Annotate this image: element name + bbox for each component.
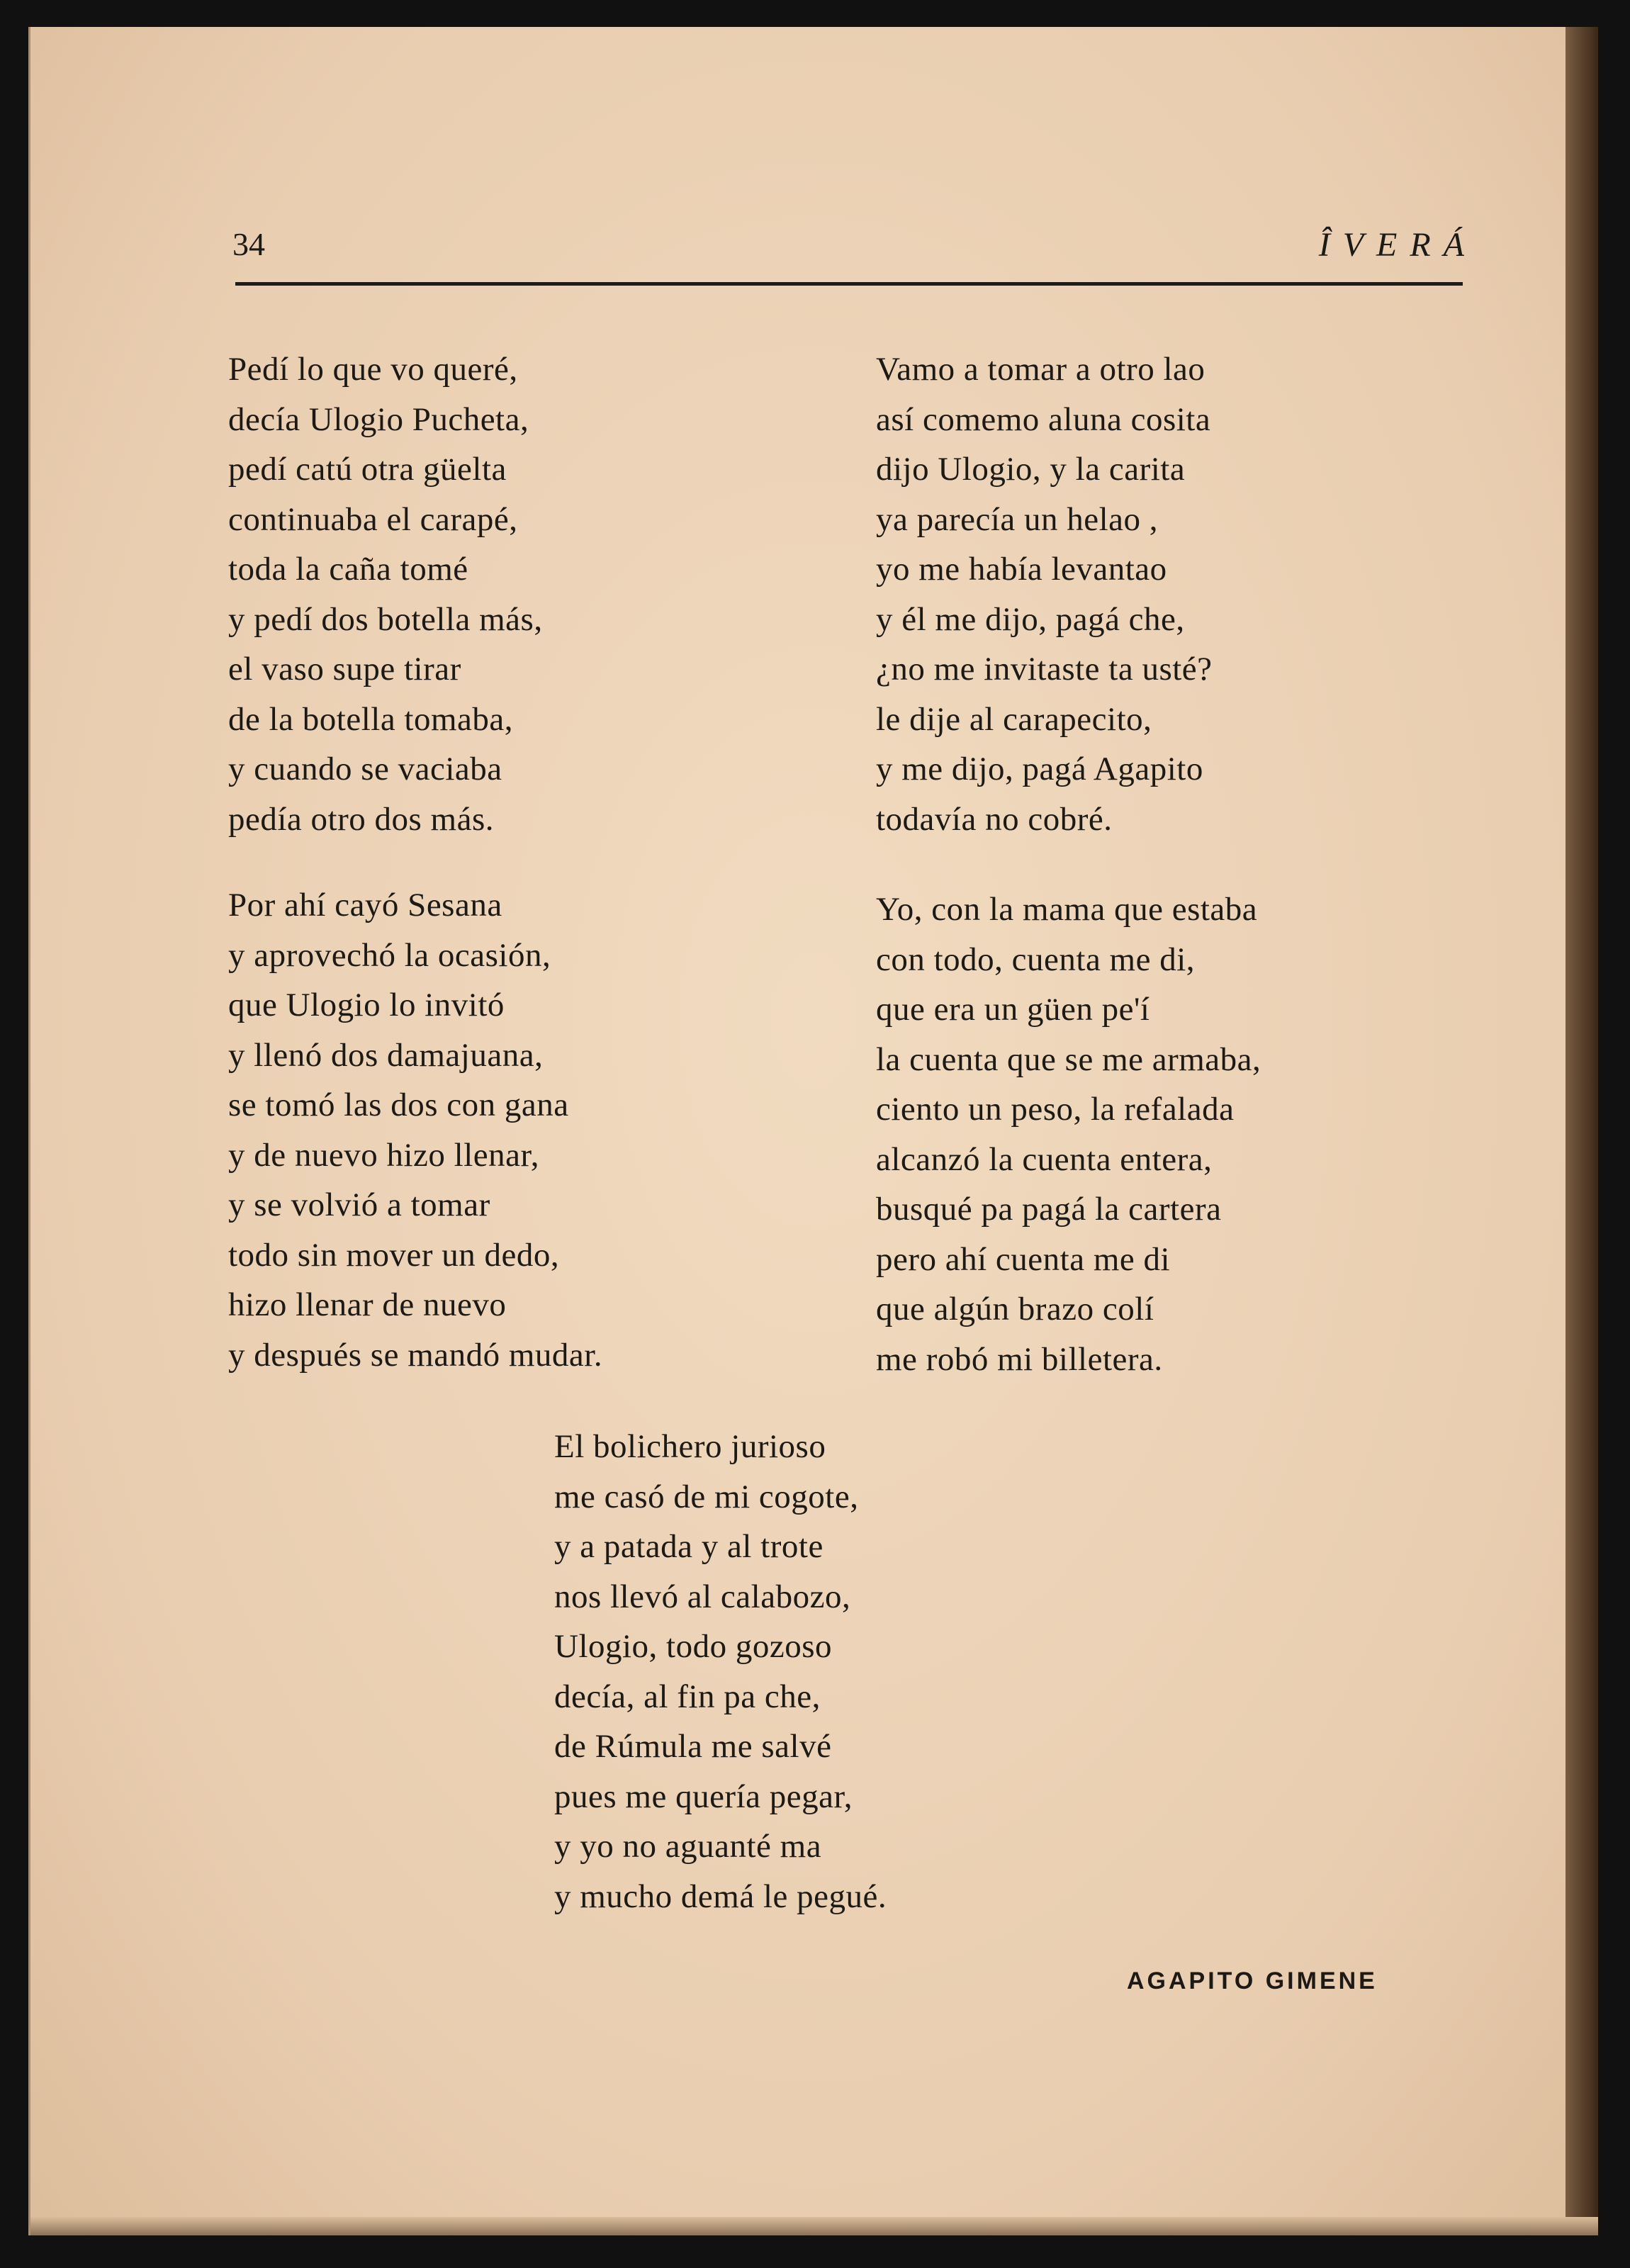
verse-line: pedía otro dos más. <box>228 800 494 838</box>
verse-line: de Rúmula me salvé <box>554 1728 832 1765</box>
verse-line: y me dijo, pagá Agapito <box>876 751 1203 787</box>
verse-line: el vaso supe tirar <box>228 651 461 687</box>
verse-line: así comemo aluna cosita <box>876 400 1211 438</box>
page-number: 34 <box>232 226 265 262</box>
verse-line: ya parecía un helao , <box>876 500 1159 538</box>
verse-line: El bolichero jurioso <box>554 1428 826 1465</box>
verse-line: dijo Ulogio, y la carita <box>876 451 1186 488</box>
verse-line: y cuando se vaciaba <box>228 751 502 787</box>
verse-line: de la botella tomaba, <box>228 700 514 738</box>
verse-line: y después se mandó mudar. <box>228 1336 603 1374</box>
header-rule <box>235 282 1463 286</box>
verse-line: la cuenta que se me armaba, <box>876 1040 1261 1078</box>
book-spine-shadow <box>1566 27 1598 2235</box>
stanza-3 <box>228 880 602 1380</box>
verse-line: y aprovechó la ocasión, <box>228 936 551 974</box>
page-header <box>204 225 1477 282</box>
verse-line: y él me dijo, pagá che, <box>876 600 1185 638</box>
verse-line: que algún brazo colí <box>876 1291 1154 1327</box>
verse-line: todavía no cobré. <box>876 800 1113 838</box>
verse-line: busqué pa pagá la cartera <box>876 1191 1222 1228</box>
verse-line: yo me había levantao <box>876 551 1167 588</box>
verse-line: nos llevó al calabozo, <box>554 1578 851 1615</box>
verse-line: Ulogio, todo gozoso <box>554 1628 833 1665</box>
author-signature: AGAPITO GIMENE <box>1127 1967 1378 1994</box>
stanza-1 <box>228 344 543 844</box>
verse-line: y se volvió a tomar <box>228 1186 490 1223</box>
verse-line: pedí catú otra güelta <box>228 451 507 488</box>
verse-line: me robó mi billetera. <box>876 1340 1163 1378</box>
verse-line: me casó de mi cogote, <box>554 1478 859 1515</box>
verse-line: y pedí dos botella más, <box>228 600 543 638</box>
verse-line: alcanzó la cuenta entera, <box>876 1140 1213 1178</box>
stanza-5 <box>554 1422 887 1921</box>
verse-line: y mucho demá le pegué. <box>554 1877 887 1915</box>
verse-line: pero ahí cuenta me di <box>876 1240 1171 1278</box>
verse-line: y a patada y al trote <box>554 1528 824 1565</box>
verse-line: Por ahí cayó Sesana <box>228 887 502 924</box>
stanza-2 <box>876 344 1213 844</box>
verse-line: se tomó las dos con gana <box>228 1087 569 1123</box>
verse-line: decía Ulogio Pucheta, <box>228 400 529 438</box>
verse-line: Pedí lo que vo queré, <box>228 351 518 388</box>
verse-line: y de nuevo hizo llenar, <box>228 1136 539 1174</box>
page-bottom-edge <box>30 2217 1598 2235</box>
stanza-4 <box>876 885 1261 1384</box>
verse-line: con todo, cuenta me di, <box>876 941 1196 978</box>
verse-line: ciento un peso, la refalada <box>876 1091 1235 1128</box>
verse-line: le dije al carapecito, <box>876 700 1152 738</box>
verse-line: que Ulogio lo invitó <box>228 987 505 1023</box>
running-title: ÎVERÁ <box>1318 226 1477 264</box>
verse-line: toda la caña tomé <box>228 551 468 588</box>
verse-line: hizo llenar de nuevo <box>228 1286 507 1323</box>
verse-line: ¿no me invitaste ta usté? <box>876 651 1213 687</box>
verse-line: pues me quería pegar, <box>554 1778 853 1815</box>
verse-line: todo sin mover un dedo, <box>228 1236 560 1274</box>
verse-line: decía, al fin pa che, <box>554 1678 821 1715</box>
verse-line: que era un güen pe'í <box>876 991 1150 1028</box>
verse-line: Yo, con la mama que estaba <box>876 891 1258 928</box>
verse-line: y yo no aguanté ma <box>554 1828 822 1865</box>
verse-line: continuaba el carapé, <box>228 500 518 538</box>
verse-line: y llenó dos damajuana, <box>228 1036 544 1074</box>
verse-line: Vamo a tomar a otro lao <box>876 351 1205 388</box>
